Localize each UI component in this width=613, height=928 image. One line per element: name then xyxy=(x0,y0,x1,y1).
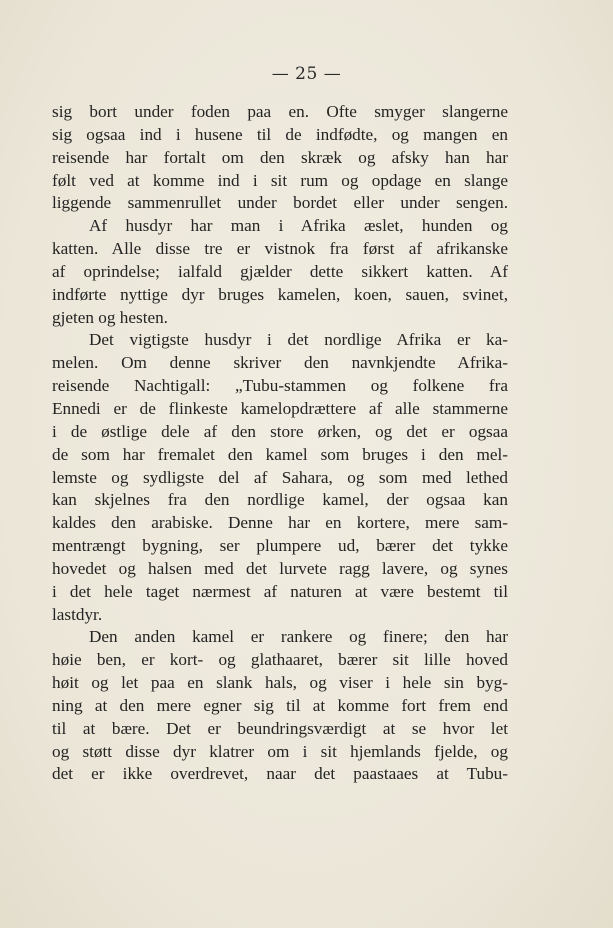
text-line: i det hele taget nærmest af naturen at være bestemt til xyxy=(52,581,508,601)
text-line: de som har fremalet den kamel som bruges i den mel- xyxy=(52,444,508,464)
text-line: Ennedi er de flinkeste kamelopdrættere af alle stammerne xyxy=(52,398,508,418)
text-line: til at bære. Det er beundringsværdigt at se hvor let xyxy=(52,718,508,738)
text-line: melen. Om denne skriver den navnkjendte Afrika- xyxy=(52,353,508,373)
text-line: i de østlige dele af den store ørken, og det er ogsaa xyxy=(52,421,508,441)
text-line: og støtt disse dyr klatrer om i sit hjemlands fjelde, og xyxy=(52,741,508,761)
text-line: Af husdyr har man i Afrika æslet, hunden og xyxy=(89,216,508,236)
text-line: det er ikke overdrevet, naar det paastaaes at Tubu- xyxy=(52,764,508,784)
text-line: liggende sammenrullet under bordet eller under sengen. xyxy=(52,193,508,213)
text-line: reisende Nachtigall: „Tubu-stammen og folkene fra xyxy=(52,376,508,396)
text-line: følt ved at komme ind i sit rum og opdage en slange xyxy=(52,170,508,190)
page-number: — 25 — xyxy=(271,64,342,84)
text-line: høit og let paa en slank hals, og viser i hele sin byg- xyxy=(52,673,508,693)
text-line: katten. Alle disse tre er vistnok fra først af afrikanske xyxy=(52,239,508,259)
text-line: ning at den mere egner sig til at komme fort frem end xyxy=(52,695,508,715)
text-line: gjeten og hesten. xyxy=(52,307,168,327)
body-text xyxy=(52,101,508,786)
text-line: sig bort under foden paa en. Ofte smyger slangerne xyxy=(52,102,508,121)
text-line: lemste og sydligste del af Sahara, og som med lethed xyxy=(52,467,508,487)
text-line: hovedet og halsen med det lurvete ragg lavere, og synes xyxy=(52,558,508,578)
text-line: af oprindelse; ialfald gjælder dette sikkert katten. Af xyxy=(52,261,508,281)
text-line: mentrængt bygning, ser plumpere ud, bærer det tykke xyxy=(52,536,508,556)
text-line: kan skjelnes fra den nordlige kamel, der ogsaa kan xyxy=(52,490,508,510)
text-line: lastdyr. xyxy=(52,604,103,624)
text-line: kaldes den arabiske. Denne har en kortere, mere sam- xyxy=(52,513,508,533)
text-line: Den anden kamel er rankere og finere; den har xyxy=(89,627,508,647)
text-line: høie ben, er kort- og glathaaret, bærer sit lille hoved xyxy=(52,650,508,670)
text-line: Det vigtigste husdyr i det nordlige Afrika er ka- xyxy=(89,330,508,350)
text-line: reisende har fortalt om den skræk og afsky han har xyxy=(52,147,508,167)
text-line: indførte nyttige dyr bruges kamelen, koen, sauen, svinet, xyxy=(52,284,508,304)
text-line: sig ogsaa ind i husene til de indfødte, og mangen en xyxy=(52,124,508,144)
